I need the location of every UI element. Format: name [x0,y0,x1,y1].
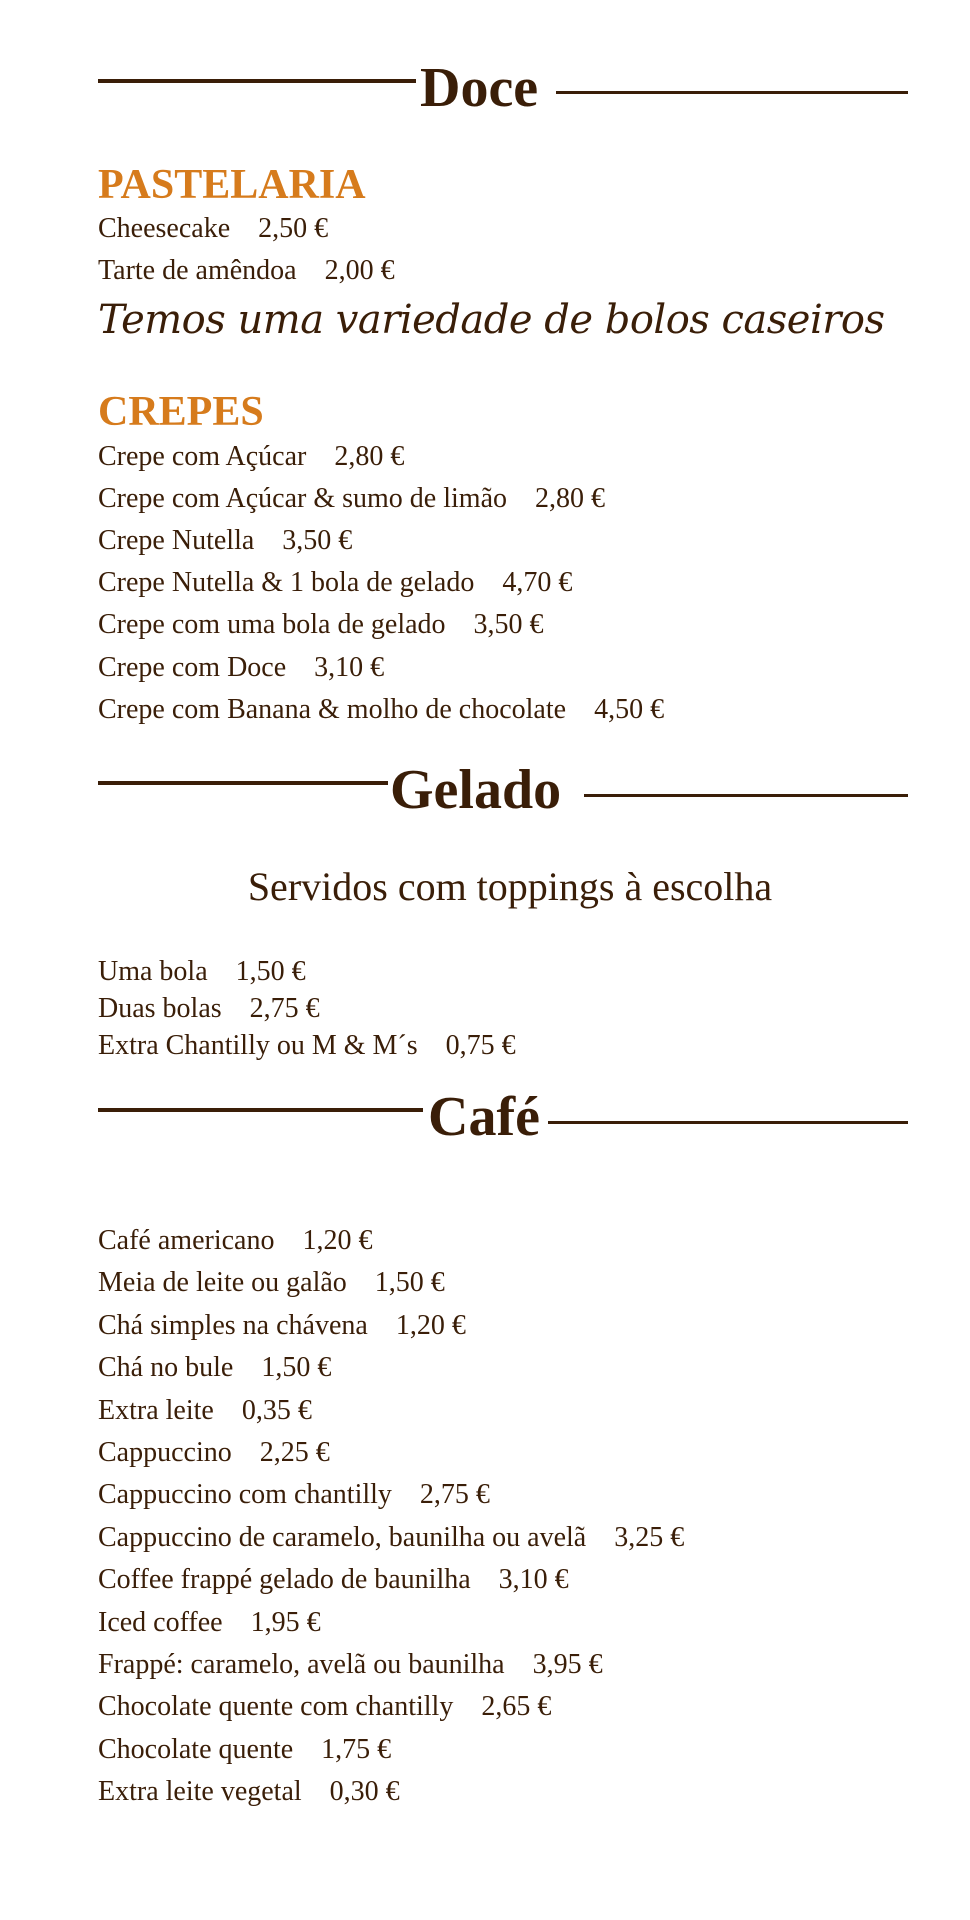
section-title-cafe: Café [428,1086,540,1148]
item-price: 3,95 € [532,1649,603,1680]
item-price: 3,50 € [282,525,353,556]
item-name: Cappuccino de caramelo, baunilha ou avelã [98,1522,587,1553]
item-name: Coffee frappé gelado de baunilha [98,1564,471,1595]
item-name: Iced coffee [98,1607,223,1638]
item-name: Crepe com Açúcar & sumo de limão [98,483,507,514]
item-name: Cheesecake [98,213,231,244]
item-name: Meia de leite ou galão [98,1267,347,1298]
item-price: 1,50 € [374,1267,445,1298]
item-name: Uma bola [98,956,208,987]
toppings-note: Servidos com toppings à escolha [247,864,773,909]
menu-item [98,1775,400,1809]
item-name: Café americano [98,1225,275,1256]
doce-divider-left [98,79,416,83]
item-name: Chá no bule [98,1352,234,1383]
menu-item [98,254,395,288]
item-name: Extra Chantilly ou M & M´s [98,1030,418,1061]
menu-item [98,1733,391,1767]
section-title-doce: Doce [420,57,539,119]
menu-item [98,1606,321,1640]
menu-item [98,1521,684,1555]
item-price: 3,50 € [473,609,544,640]
menu-item [98,1351,331,1385]
item-price: 2,00 € [324,255,395,286]
item-price: 1,20 € [395,1310,466,1341]
gelado-divider-right [584,794,908,797]
item-name: Crepe Nutella & 1 bola de gelado [98,567,475,598]
item-name: Frappé: caramelo, avelã ou baunilha [98,1649,505,1680]
item-price: 3,10 € [314,652,385,683]
cafe-divider-left [98,1108,423,1112]
item-name: Crepe com uma bola de gelado [98,609,446,640]
item-name: Tarte de amêndoa [98,255,297,286]
item-price: 2,50 € [258,213,329,244]
item-name: Chocolate quente com chantilly [98,1691,454,1722]
item-price: 3,25 € [614,1522,685,1553]
item-price: 2,75 € [419,1479,490,1510]
item-price: 2,80 € [535,483,605,514]
menu-item [98,1648,603,1682]
menu-item [98,1029,516,1063]
item-price: 1,20 € [302,1225,373,1256]
menu-item [98,1309,466,1343]
menu-item [98,482,605,516]
item-name: Crepe com Doce [98,652,287,683]
menu-item [98,992,320,1026]
item-price: 1,75 € [321,1734,392,1765]
menu-item [98,1478,490,1512]
item-name: Crepe com Açúcar [98,441,307,472]
menu-item [98,1563,569,1597]
menu-item [98,1690,551,1724]
item-price: 0,30 € [329,1776,400,1807]
item-name: Crepe Nutella [98,525,255,556]
menu-item [98,212,328,246]
menu-item [98,524,352,558]
menu-item [98,651,384,685]
menu-item [98,608,544,642]
item-name: Duas bolas [98,993,222,1024]
menu-item [98,1394,312,1428]
doce-divider-right [556,91,908,94]
item-name: Chocolate quente [98,1734,294,1765]
item-name: Chá simples na chávena [98,1310,368,1341]
menu-item [98,693,664,727]
item-price: 2,25 € [259,1437,330,1468]
item-name: Extra leite [98,1395,214,1426]
item-name: Cappuccino [98,1437,232,1468]
item-price: 2,65 € [481,1691,552,1722]
item-price: 1,50 € [261,1352,332,1383]
category-crepes: CREPES [98,389,264,435]
menu-item [98,1436,330,1470]
category-pastelaria: PASTELARIA [98,162,366,208]
menu-item [98,1266,445,1300]
item-name: Cappuccino com chantilly [98,1479,392,1510]
item-name: Extra leite vegetal [98,1776,302,1807]
item-name: Crepe com Banana & molho de chocolate [98,694,567,725]
item-price: 1,95 € [250,1607,321,1638]
homemade-cakes-note: Temos uma variedade de bolos caseiros [98,297,885,343]
menu-item [98,955,306,989]
menu-item [98,440,404,474]
gelado-divider-left [98,781,388,785]
item-price: 0,75 € [445,1030,516,1061]
item-price: 0,35 € [241,1395,312,1426]
item-price: 1,50 € [235,956,306,987]
item-price: 3,10 € [498,1564,569,1595]
item-price: 4,50 € [594,694,665,725]
section-title-gelado: Gelado [390,759,562,821]
item-price: 4,70 € [502,567,573,598]
menu-item [98,1224,372,1258]
cafe-divider-right [548,1121,908,1124]
item-price: 2,80 € [334,441,405,472]
item-price: 2,75 € [249,993,320,1024]
menu-item [98,566,572,600]
